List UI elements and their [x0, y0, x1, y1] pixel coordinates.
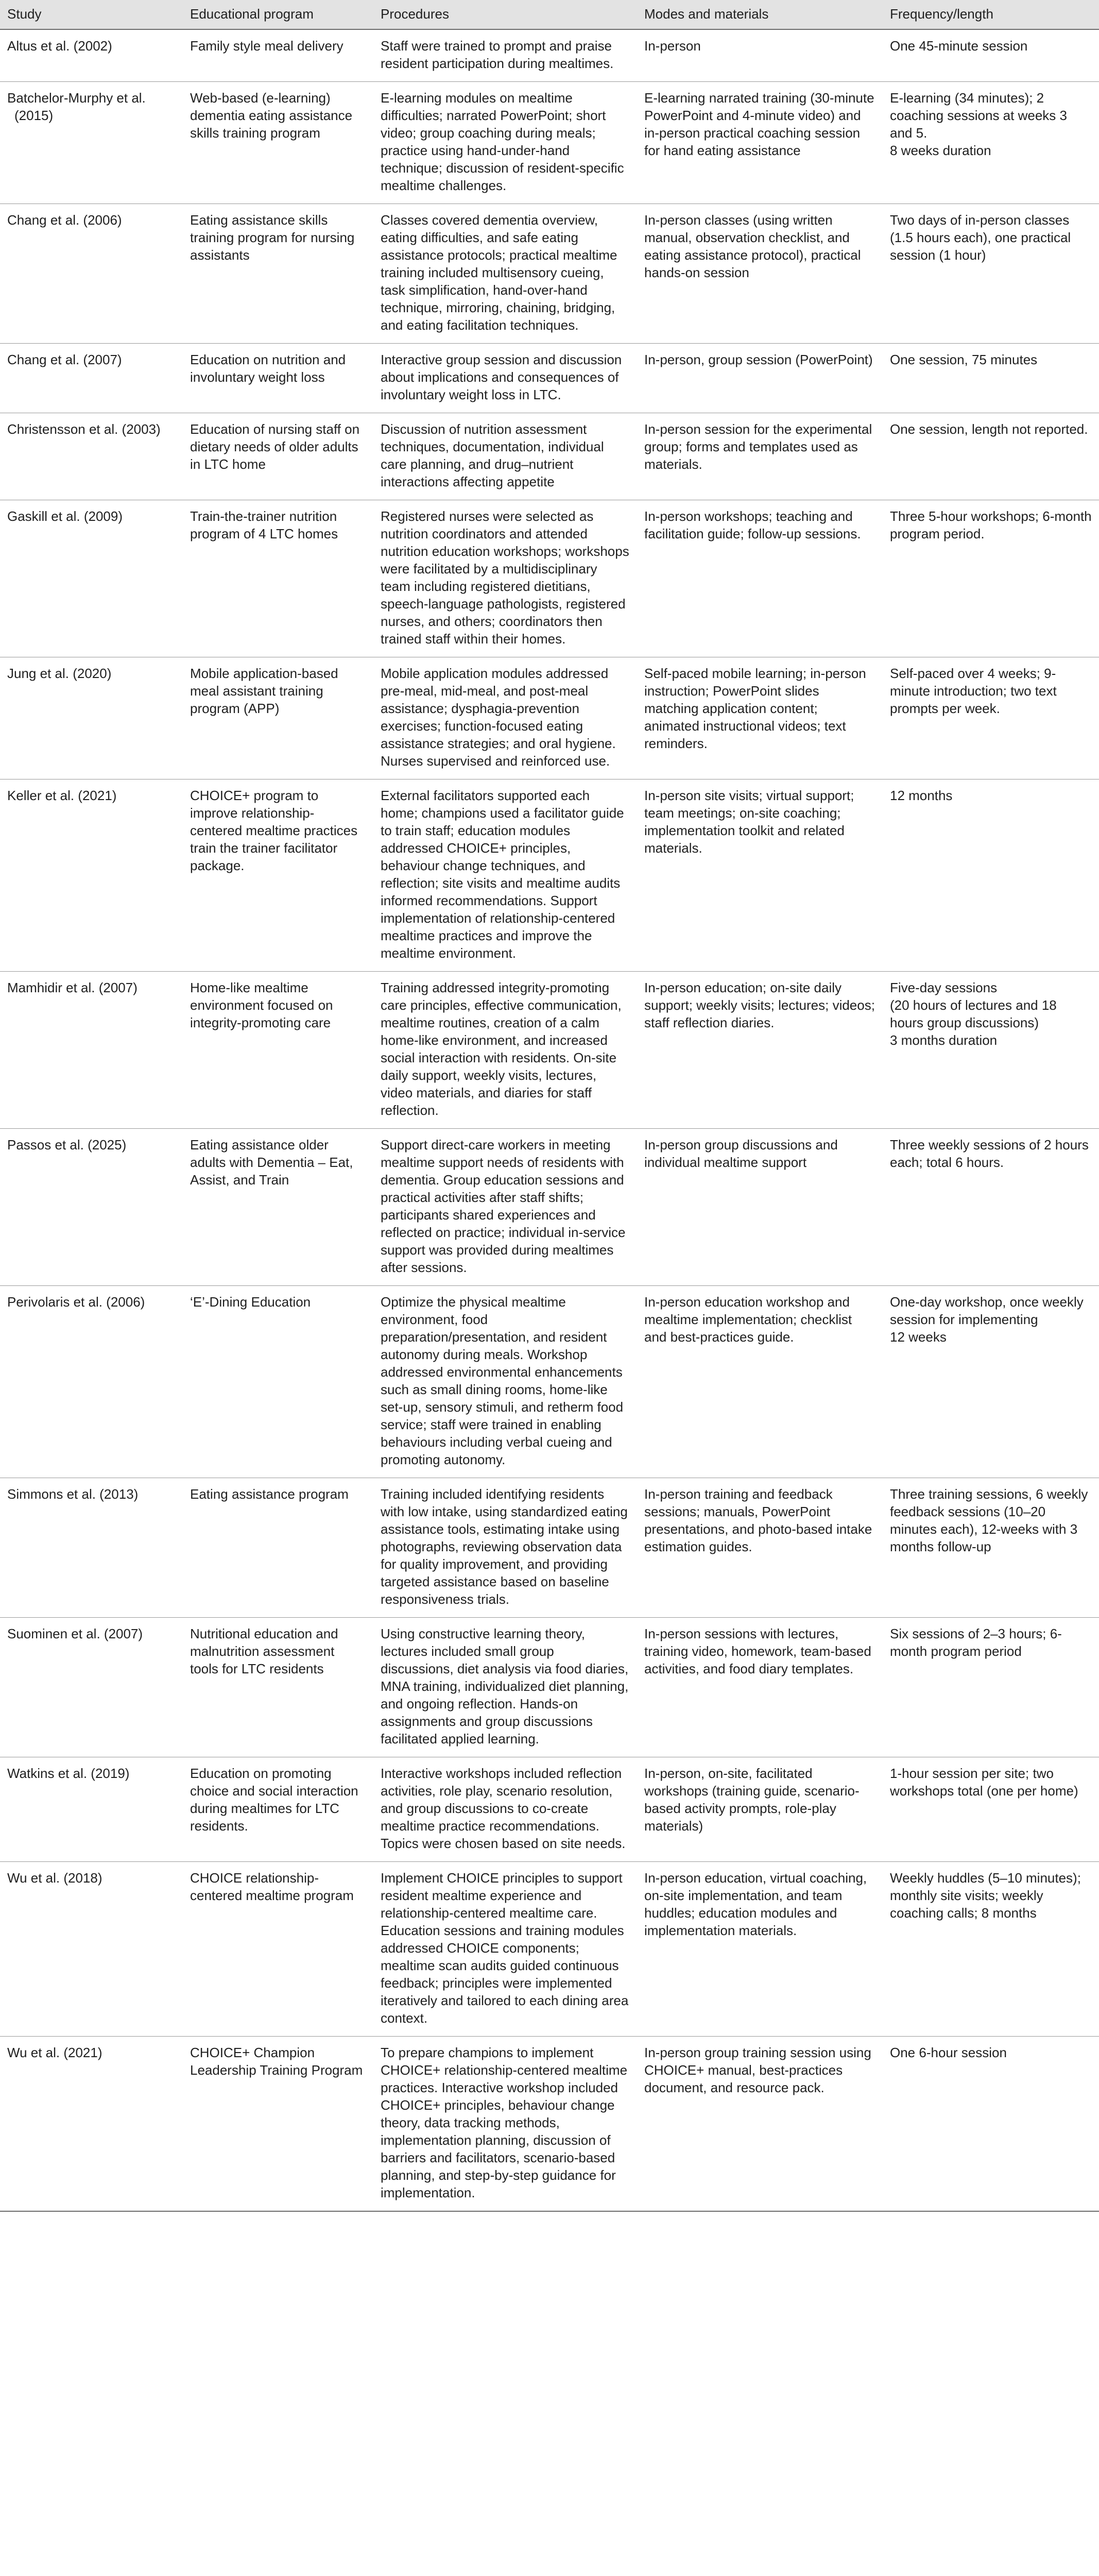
- cell-modes-and-materials: In-person group discussions and individual mealtime support: [637, 1129, 883, 1286]
- cell-educational-program: Web-based (e-learning) dementia eating assistance skills training program: [183, 82, 373, 204]
- cell-frequency-length: Self-paced over 4 weeks; 9-minute introduction; two text prompts per week.: [883, 657, 1099, 779]
- table-row: [0, 344, 1099, 413]
- cell-frequency-length: Three 5-hour workshops; 6-month program period.: [883, 500, 1099, 657]
- table-row: [0, 1862, 1099, 2037]
- cell-modes-and-materials: In-person education; on-site daily support; weekly visits; lectures; videos; staff reflection diaries.: [637, 972, 883, 1129]
- cell-procedures: Optimize the physical mealtime environment, food preparation/presentation, and resident autonomy during meals. Workshop addressed environmental enhancements such as small dining rooms, home-like set-up, sensory stimuli, and retherm food service; staff were trained in enabling behaviours including verbal cueing and promoting autonomy.: [373, 1286, 637, 1478]
- header-modes-and-materials: Modes and materials: [637, 0, 883, 29]
- cell-procedures: Classes covered dementia overview, eating difficulties, and safe eating assistance protocols; practical mealtime training included multisensory cueing, task simplification, hand-over-hand technique, mirroring, chaining, bridging, and eating facilitation techniques.: [373, 204, 637, 344]
- cell-modes-and-materials: In-person education, virtual coaching, on-site implementation, and team huddles; education modules and implementation materials.: [637, 1862, 883, 2037]
- cell-procedures: External facilitators supported each home; champions used a facilitator guide to train staff; education modules addressed CHOICE+ principles, behaviour change techniques, and reflection; site visits and mealtime audits informed recommendations. Support implementation of relationship-centered mealtime practices and improve the mealtime environment.: [373, 779, 637, 972]
- cell-modes-and-materials: In-person education workshop and mealtime implementation; checklist and best-practices guide.: [637, 1286, 883, 1478]
- cell-frequency-length: E-learning (34 minutes); 2 coaching sessions at weeks 3 and 5. 8 weeks duration: [883, 82, 1099, 204]
- cell-frequency-length: Five-day sessions (20 hours of lectures and 18 hours group discussions) 3 months duration: [883, 972, 1099, 1129]
- cell-procedures: Interactive group session and discussion about implications and consequences of involuntary weight loss in LTC.: [373, 344, 637, 413]
- cell-educational-program: ‘E’-Dining Education: [183, 1286, 373, 1478]
- cell-frequency-length: One session, 75 minutes: [883, 344, 1099, 413]
- cell-procedures: Support direct-care workers in meeting mealtime support needs of residents with dementia. Group education sessions and practical activities after staff shifts; participants shared experiences and reflected on practice; individual in-service support was provided during mealtimes after sessions.: [373, 1129, 637, 1286]
- cell-procedures: To prepare champions to implement CHOICE+ relationship-centered mealtime practices. Interactive workshop included CHOICE+ principles, behaviour change theory, data tracking methods, implementation planning, discussion of barriers and facilitators, scenario-based planning, and step-by-step guidance for implementation.: [373, 2037, 637, 2212]
- table-row: [0, 500, 1099, 657]
- table-row: [0, 657, 1099, 779]
- cell-procedures: Implement CHOICE principles to support resident mealtime experience and relationship-centered mealtime care. Education sessions and training modules addressed CHOICE components; mealtime scan audits guided continuous feedback; principles were implemented iteratively and tailored to each dining area context.: [373, 1862, 637, 2037]
- table-body: [0, 29, 1099, 2211]
- table-row: [0, 82, 1099, 204]
- cell-educational-program: CHOICE+ program to improve relationship-centered mealtime practices train the trainer facilitator package.: [183, 779, 373, 972]
- header-frequency-length: Frequency/length: [883, 0, 1099, 29]
- cell-frequency-length: 1-hour session per site; two workshops total (one per home): [883, 1757, 1099, 1862]
- cell-modes-and-materials: In-person workshops; teaching and facilitation guide; follow-up sessions.: [637, 500, 883, 657]
- cell-educational-program: CHOICE+ Champion Leadership Training Program: [183, 2037, 373, 2212]
- cell-procedures: Using constructive learning theory, lectures included small group discussions, diet analysis via food diaries, MNA training, individualized diet planning, and ongoing reflection. Hands-on assignments and group discussions facilitated applied learning.: [373, 1618, 637, 1757]
- cell-educational-program: Home-like mealtime environment focused on integrity-promoting care: [183, 972, 373, 1129]
- cell-procedures: Discussion of nutrition assessment techniques, documentation, individual care planning, and drug–nutrient interactions affecting appetite: [373, 413, 637, 500]
- cell-study: Passos et al. (2025): [0, 1129, 183, 1286]
- cell-educational-program: Mobile application-based meal assistant training program (APP): [183, 657, 373, 779]
- table-row: [0, 1129, 1099, 1286]
- cell-frequency-length: One session, length not reported.: [883, 413, 1099, 500]
- cell-frequency-length: Weekly huddles (5–10 minutes); monthly site visits; weekly coaching calls; 8 months: [883, 1862, 1099, 2037]
- cell-educational-program: Education on promoting choice and social interaction during mealtimes for LTC residents.: [183, 1757, 373, 1862]
- table-row: [0, 779, 1099, 972]
- cell-frequency-length: Three training sessions, 6 weekly feedback sessions (10–20 minutes each), 12-weeks with 3 months follow-up: [883, 1478, 1099, 1618]
- table-row: [0, 972, 1099, 1129]
- cell-educational-program: Eating assistance older adults with Dementia – Eat, Assist, and Train: [183, 1129, 373, 1286]
- cell-study: Chang et al. (2006): [0, 204, 183, 344]
- cell-procedures: Staff were trained to prompt and praise resident participation during mealtimes.: [373, 29, 637, 82]
- cell-study: Wu et al. (2021): [0, 2037, 183, 2212]
- cell-study: Jung et al. (2020): [0, 657, 183, 779]
- cell-study: Suominen et al. (2007): [0, 1618, 183, 1757]
- cell-frequency-length: One 45-minute session: [883, 29, 1099, 82]
- table-header: [0, 0, 1099, 29]
- cell-modes-and-materials: In-person: [637, 29, 883, 82]
- cell-modes-and-materials: In-person classes (using written manual, observation checklist, and eating assistance protocol), practical hands-on session: [637, 204, 883, 344]
- cell-procedures: E-learning modules on mealtime difficulties; narrated PowerPoint; short video; group coaching during meals; practice using hand-under-hand technique; discussion of resident-specific mealtime challenges.: [373, 82, 637, 204]
- cell-modes-and-materials: Self-paced mobile learning; in-person instruction; PowerPoint slides matching application content; animated instructional videos; text reminders.: [637, 657, 883, 779]
- header-row: [0, 0, 1099, 29]
- cell-modes-and-materials: In-person group training session using CHOICE+ manual, best-practices document, and resource pack.: [637, 2037, 883, 2212]
- cell-procedures: Registered nurses were selected as nutrition coordinators and attended nutrition education workshops; workshops were facilitated by a multidisciplinary team including registered dietitians, speech-language pathologists, registered nurses, and others; coordinators then trained staff within their homes.: [373, 500, 637, 657]
- cell-study: Perivolaris et al. (2006): [0, 1286, 183, 1478]
- cell-educational-program: Nutritional education and malnutrition assessment tools for LTC residents: [183, 1618, 373, 1757]
- table-row: [0, 1618, 1099, 1757]
- cell-educational-program: Train-the-trainer nutrition program of 4 LTC homes: [183, 500, 373, 657]
- cell-procedures: Training included identifying residents with low intake, using standardized eating assistance tools, estimating intake using photographs, reviewing observation data for quality improvement, and providing targeted assistance based on baseline responsiveness trials.: [373, 1478, 637, 1618]
- cell-study: Altus et al. (2002): [0, 29, 183, 82]
- cell-frequency-length: Three weekly sessions of 2 hours each; total 6 hours.: [883, 1129, 1099, 1286]
- table-row: [0, 413, 1099, 500]
- cell-modes-and-materials: In-person training and feedback sessions; manuals, PowerPoint presentations, and photo-based intake estimation guides.: [637, 1478, 883, 1618]
- cell-study: Mamhidir et al. (2007): [0, 972, 183, 1129]
- cell-study: Batchelor-Murphy et al. (2015): [0, 82, 183, 204]
- table-row: [0, 1757, 1099, 1862]
- cell-educational-program: Family style meal delivery: [183, 29, 373, 82]
- cell-modes-and-materials: In-person session for the experimental group; forms and templates used as materials.: [637, 413, 883, 500]
- cell-study: Chang et al. (2007): [0, 344, 183, 413]
- cell-study: Watkins et al. (2019): [0, 1757, 183, 1862]
- cell-frequency-length: Six sessions of 2–3 hours; 6-month program period: [883, 1618, 1099, 1757]
- cell-educational-program: Education on nutrition and involuntary weight loss: [183, 344, 373, 413]
- cell-educational-program: CHOICE relationship-centered mealtime program: [183, 1862, 373, 2037]
- cell-modes-and-materials: In-person, on-site, facilitated workshops (training guide, scenario-based activity prompts, role-play materials): [637, 1757, 883, 1862]
- cell-educational-program: Eating assistance program: [183, 1478, 373, 1618]
- cell-modes-and-materials: In-person sessions with lectures, training video, homework, team-based activities, and food diary templates.: [637, 1618, 883, 1757]
- cell-study: Keller et al. (2021): [0, 779, 183, 972]
- cell-frequency-length: 12 months: [883, 779, 1099, 972]
- cell-study: Gaskill et al. (2009): [0, 500, 183, 657]
- table-row: [0, 204, 1099, 344]
- cell-procedures: Training addressed integrity-promoting care principles, effective communication, mealtime routines, creation of a calm home-like environment, and increased social interaction with residents. On-site daily support, weekly visits, lectures, video materials, and diaries for staff reflection.: [373, 972, 637, 1129]
- cell-frequency-length: One-day workshop, once weekly session for implementing 12 weeks: [883, 1286, 1099, 1478]
- cell-educational-program: Eating assistance skills training program for nursing assistants: [183, 204, 373, 344]
- cell-study: Christensson et al. (2003): [0, 413, 183, 500]
- table-row: [0, 29, 1099, 82]
- cell-modes-and-materials: E-learning narrated training (30-minute PowerPoint and 4-minute video) and in-person practical coaching session for hand eating assistance: [637, 82, 883, 204]
- cell-modes-and-materials: In-person site visits; virtual support; team meetings; on-site coaching; implementation toolkit and related materials.: [637, 779, 883, 972]
- header-study: Study: [0, 0, 183, 29]
- cell-study: Simmons et al. (2013): [0, 1478, 183, 1618]
- cell-frequency-length: One 6-hour session: [883, 2037, 1099, 2212]
- header-educational-program: Educational program: [183, 0, 373, 29]
- cell-modes-and-materials: In-person, group session (PowerPoint): [637, 344, 883, 413]
- table-row: [0, 1478, 1099, 1618]
- table-row: [0, 1286, 1099, 1478]
- cell-frequency-length: Two days of in-person classes (1.5 hours each), one practical session (1 hour): [883, 204, 1099, 344]
- table-row: [0, 2037, 1099, 2212]
- cell-study: Wu et al. (2018): [0, 1862, 183, 2037]
- cell-procedures: Interactive workshops included reflection activities, role play, scenario resolution, and group discussions to co-create mealtime practice recommendations. Topics were chosen based on site needs.: [373, 1757, 637, 1862]
- cell-procedures: Mobile application modules addressed pre-meal, mid-meal, and post-meal assistance; dysphagia-prevention exercises; function-focused eating assistance strategies; and oral hygiene. Nurses supervised and reinforced use.: [373, 657, 637, 779]
- header-procedures: Procedures: [373, 0, 637, 29]
- cell-educational-program: Education of nursing staff on dietary needs of older adults in LTC home: [183, 413, 373, 500]
